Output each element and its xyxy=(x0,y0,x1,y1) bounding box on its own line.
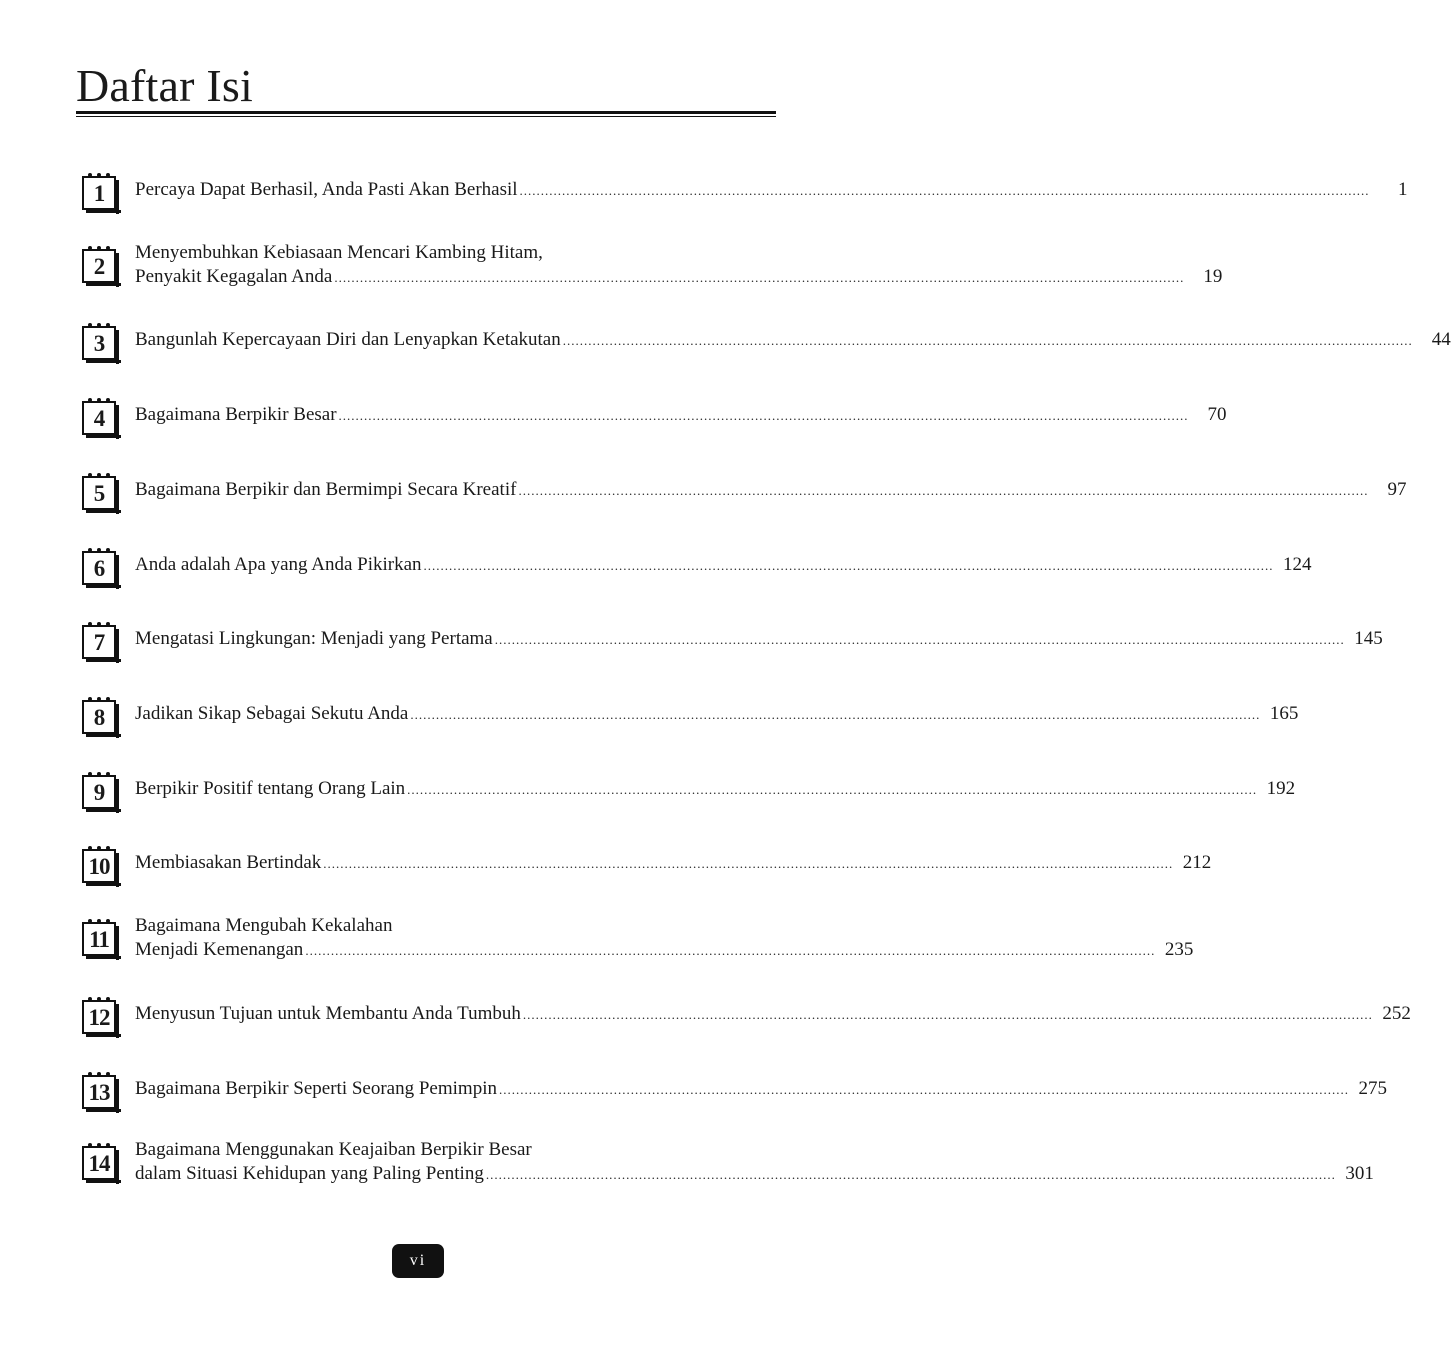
badge-shadow xyxy=(116,405,119,439)
binder-rings-icon xyxy=(88,622,110,626)
toc-line xyxy=(135,265,1223,290)
badge-shadow xyxy=(86,659,121,662)
chapter-title: Menjadi Kemenangan xyxy=(135,939,304,960)
toc-line xyxy=(135,478,1407,503)
binder-rings-icon xyxy=(88,1143,110,1147)
badge-shadow xyxy=(116,779,119,813)
binder-rings-icon xyxy=(88,473,110,477)
dot-leader: ........................................................................................................................................................................................................ xyxy=(410,707,1261,722)
chapter-badge xyxy=(82,401,116,435)
toc-line xyxy=(135,1077,1387,1102)
page-ref: 70 xyxy=(1207,404,1227,425)
toc-line xyxy=(135,328,1451,353)
badge-shadow xyxy=(116,704,119,738)
toc-line xyxy=(135,851,1212,876)
badge-shadow xyxy=(86,283,121,286)
chapter-badge xyxy=(82,1075,116,1109)
toc-entry xyxy=(82,771,1296,831)
badge-shadow xyxy=(86,585,121,588)
toc-entry xyxy=(82,547,1312,607)
chapter-number: 13 xyxy=(88,1080,110,1105)
chapter-title-line1: Bagaimana Mengubah Kekalahan xyxy=(135,915,393,936)
chapter-badge xyxy=(82,700,116,734)
page-ref: 165 xyxy=(1269,703,1299,724)
page-ref: 192 xyxy=(1266,778,1296,799)
badge-shadow xyxy=(116,926,119,960)
toc-entry xyxy=(82,172,1408,232)
dot-leader: ........................................................................................................................................................................................................ xyxy=(423,558,1274,573)
chapter-title: Mengatasi Lingkungan: Menjadi yang Pertama xyxy=(135,628,493,649)
badge-shadow xyxy=(116,330,119,364)
toc-line xyxy=(135,702,1299,727)
title-rule-thick xyxy=(76,111,776,114)
dot-leader: ........................................................................................................................................................................................................ xyxy=(334,270,1185,285)
badge-shadow xyxy=(116,480,119,514)
badge-shadow xyxy=(86,809,121,812)
page-ref: 301 xyxy=(1345,1163,1374,1184)
binder-rings-icon xyxy=(88,246,110,250)
toc-entry xyxy=(82,696,1299,756)
chapter-title-line1: Bagaimana Menggunakan Keajaiban Berpikir Besar xyxy=(135,1139,532,1160)
chapter-badge xyxy=(82,476,116,510)
binder-rings-icon xyxy=(88,997,110,1001)
toc-entry xyxy=(82,397,1227,457)
badge-shadow xyxy=(86,210,121,213)
dot-leader: ........................................................................................................................................................................................................ xyxy=(407,782,1258,797)
dot-leader: ........................................................................................................................................................................................................ xyxy=(522,1007,1373,1022)
chapter-number: 5 xyxy=(93,481,105,506)
page-ref: 1 xyxy=(1398,179,1408,200)
toc-entry xyxy=(82,1139,1374,1202)
chapter-badge xyxy=(82,249,116,283)
badge-shadow xyxy=(86,883,121,886)
chapter-title: Bangunlah Kepercayaan Diri dan Lenyapkan Ketakutan xyxy=(135,329,561,350)
badge-shadow xyxy=(86,510,121,513)
chapter-title: dalam Situasi Kehidupan yang Paling Penting xyxy=(135,1163,484,1184)
chapter-title: Percaya Dapat Berhasil, Anda Pasti Akan Berhasil xyxy=(135,179,518,200)
badge-shadow xyxy=(86,435,121,438)
chapter-number: 1 xyxy=(93,181,105,206)
dot-leader: ........................................................................................................................................................................................................ xyxy=(323,856,1174,871)
page-ref: 124 xyxy=(1283,554,1312,575)
chapter-badge xyxy=(82,551,116,585)
page-ref: 212 xyxy=(1182,852,1212,873)
dot-leader: ........................................................................................................................................................................................................ xyxy=(562,333,1413,348)
page-ref: 252 xyxy=(1382,1003,1411,1024)
chapter-number: 9 xyxy=(93,780,105,805)
chapter-title: Menyusun Tujuan untuk Membantu Anda Tumbuh xyxy=(135,1003,521,1024)
chapter-badge xyxy=(82,1000,116,1034)
chapter-number: 10 xyxy=(88,854,110,879)
chapter-badge xyxy=(82,176,116,210)
toc-line xyxy=(135,938,1194,963)
toc-line xyxy=(135,403,1227,428)
binder-rings-icon xyxy=(88,772,110,776)
page-number: vi xyxy=(392,1244,444,1278)
binder-rings-icon xyxy=(88,846,110,850)
chapter-number: 3 xyxy=(93,331,105,356)
badge-shadow xyxy=(86,360,121,363)
chapter-badge xyxy=(82,775,116,809)
toc-line xyxy=(135,553,1312,578)
chapter-title: Penyakit Kegagalan Anda xyxy=(135,266,333,287)
chapter-number: 8 xyxy=(93,705,105,730)
toc-entry xyxy=(82,242,1223,305)
toc-line xyxy=(135,1162,1374,1187)
chapter-title: Bagaimana Berpikir dan Bermimpi Secara Kreatif xyxy=(135,479,517,500)
badge-shadow xyxy=(116,1079,119,1113)
dot-leader: ........................................................................................................................................................................................................ xyxy=(485,1167,1336,1182)
chapter-number: 14 xyxy=(88,1151,110,1176)
chapter-number: 2 xyxy=(93,254,105,279)
page-ref: 275 xyxy=(1358,1078,1387,1099)
badge-shadow xyxy=(116,853,119,887)
toc-line xyxy=(135,777,1296,802)
badge-shadow xyxy=(116,1150,119,1184)
toc-entry xyxy=(82,845,1212,905)
chapter-number: 7 xyxy=(93,630,105,655)
dot-leader: ........................................................................................................................................................................................................ xyxy=(305,943,1156,958)
badge-shadow xyxy=(86,1034,121,1037)
toc-entry xyxy=(82,915,1194,978)
chapter-title: Bagaimana Berpikir Seperti Seorang Pemimpin xyxy=(135,1078,497,1099)
chapter-number: 12 xyxy=(88,1005,110,1030)
toc-entry xyxy=(82,472,1407,532)
chapter-badge xyxy=(82,1146,116,1180)
chapter-title: Anda adalah Apa yang Anda Pikirkan xyxy=(135,554,422,575)
toc-line xyxy=(135,1002,1411,1027)
chapter-title-line1: Menyembuhkan Kebiasaan Mencari Kambing Hitam, xyxy=(135,242,543,263)
chapter-title: Jadikan Sikap Sebagai Sekutu Anda xyxy=(135,703,409,724)
toc-entry xyxy=(82,322,1451,382)
chapter-number: 6 xyxy=(93,556,105,581)
page-ref: 145 xyxy=(1354,628,1383,649)
badge-shadow xyxy=(86,1109,121,1112)
chapter-title: Bagaimana Berpikir Besar xyxy=(135,404,337,425)
toc-entry xyxy=(82,621,1383,681)
chapter-badge xyxy=(82,849,116,883)
chapter-title: Membiasakan Bertindak xyxy=(135,852,322,873)
binder-rings-icon xyxy=(88,323,110,327)
toc-entry xyxy=(82,1071,1387,1131)
badge-shadow xyxy=(86,734,121,737)
dot-leader: ........................................................................................................................................................................................................ xyxy=(518,483,1369,498)
binder-rings-icon xyxy=(88,1072,110,1076)
badge-shadow xyxy=(86,1180,121,1183)
binder-rings-icon xyxy=(88,697,110,701)
toc-line xyxy=(135,178,1408,203)
dot-leader: ........................................................................................................................................................................................................ xyxy=(519,183,1370,198)
dot-leader: ........................................................................................................................................................................................................ xyxy=(498,1082,1349,1097)
chapter-number: 11 xyxy=(89,927,109,952)
toc-entry xyxy=(82,996,1411,1056)
page-ref: 44 xyxy=(1431,329,1451,350)
dot-leader: ........................................................................................................................................................................................................ xyxy=(494,632,1345,647)
badge-shadow xyxy=(116,1004,119,1038)
badge-shadow xyxy=(86,956,121,959)
dot-leader: ........................................................................................................................................................................................................ xyxy=(338,408,1189,423)
binder-rings-icon xyxy=(88,919,110,923)
page-ref: 235 xyxy=(1164,939,1194,960)
chapter-badge xyxy=(82,326,116,360)
binder-rings-icon xyxy=(88,173,110,177)
badge-shadow xyxy=(116,253,119,287)
page-ref: 19 xyxy=(1203,266,1223,287)
title-rule-thin xyxy=(76,116,776,117)
binder-rings-icon xyxy=(88,398,110,402)
page-title: Daftar Isi xyxy=(76,60,253,111)
chapter-title: Berpikir Positif tentang Orang Lain xyxy=(135,778,406,799)
binder-rings-icon xyxy=(88,548,110,552)
badge-shadow xyxy=(116,180,119,214)
chapter-badge xyxy=(82,922,116,956)
toc-line xyxy=(135,627,1383,652)
chapter-number: 4 xyxy=(93,406,105,431)
page-ref: 97 xyxy=(1387,479,1407,500)
badge-shadow xyxy=(116,555,119,589)
badge-shadow xyxy=(116,629,119,663)
chapter-badge xyxy=(82,625,116,659)
